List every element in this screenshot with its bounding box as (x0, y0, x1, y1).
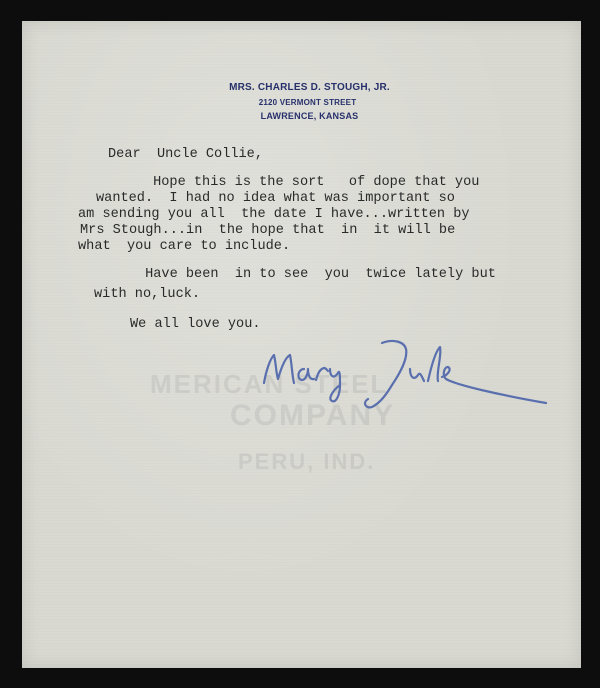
paragraph-1-line-1: Hope this is the sort of dope that you (96, 175, 480, 190)
signature-letter-e-flourish (442, 367, 546, 403)
letterhead-name (22, 82, 589, 93)
letterhead-street (22, 98, 587, 107)
show-through-line-2: COMPANY (230, 399, 396, 432)
signature-letter-m (264, 355, 294, 383)
paragraph-2-line-1: Have been in to see you twice lately but (88, 267, 496, 282)
signature-strokes (264, 341, 546, 407)
paragraph-1-line-3: am sending you all the date I have...written by (78, 207, 470, 222)
signature-letter-y (330, 369, 340, 401)
letterhead-street-text: 2120 VERMONT STREET (258, 98, 357, 107)
paragraph-1-line-4: Mrs Stough...in the hope that in it will be (80, 223, 456, 238)
salutation: Dear Uncle Collie, (108, 147, 263, 162)
signature-letter-l (428, 347, 440, 381)
letterhead-name-text: MRS. CHARLES D. STOUGH, JR. (229, 82, 390, 93)
signature-image (260, 333, 550, 413)
letter-page (22, 21, 581, 668)
letterhead-city (22, 111, 589, 121)
letterhead-city-text: LAWRENCE, KANSAS (260, 111, 359, 121)
signature-letter-u (410, 369, 424, 381)
signature-letter-r (316, 368, 328, 380)
show-through-line-3: PERU, IND. (238, 449, 376, 474)
show-through-line-1: MERICAN STEEL (150, 369, 389, 399)
paragraph-1-line-2: wanted. I had no idea what was important so (96, 191, 455, 206)
closing: We all love you. (130, 317, 261, 332)
signature-letter-j (365, 341, 406, 407)
signature-letter-a (298, 369, 314, 380)
paragraph-2-line-2: with no,luck. (94, 287, 201, 302)
paragraph-1-line-5: what you care to include. (78, 239, 291, 254)
